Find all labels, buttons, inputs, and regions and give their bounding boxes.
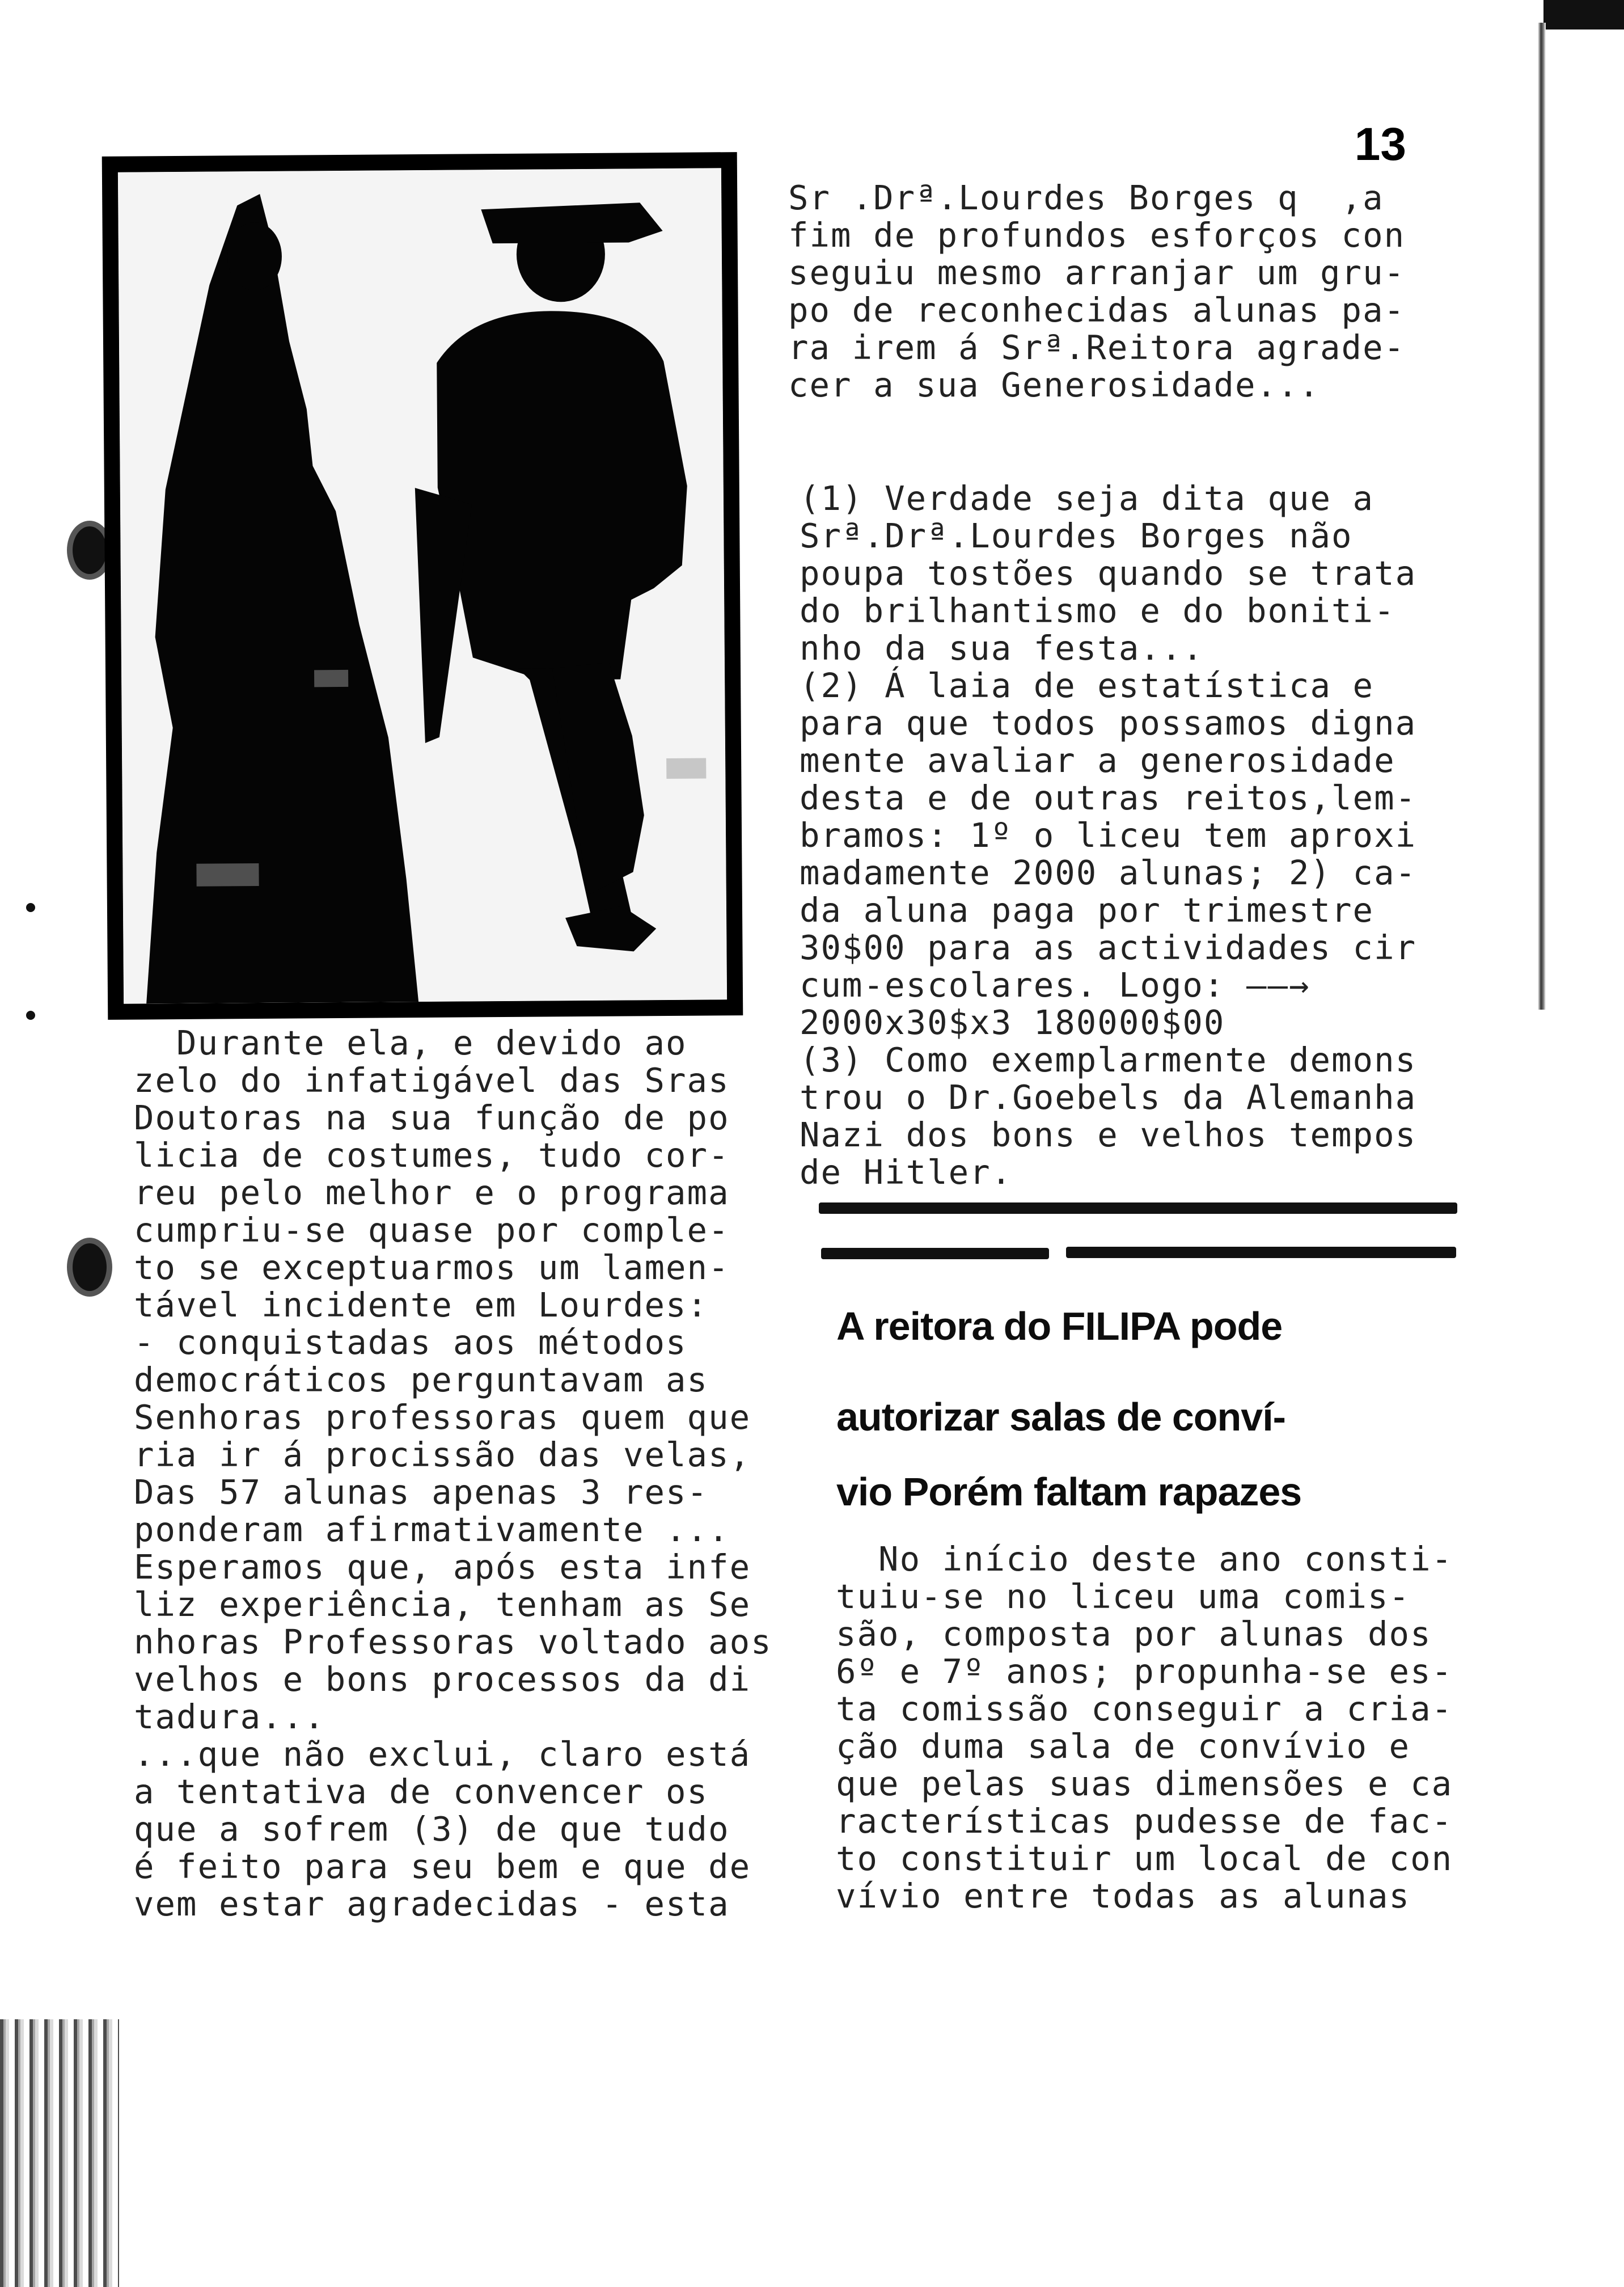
headline-line: vio Porém faltam rapazes <box>836 1470 1302 1514</box>
headline-line: autorizar salas de conví- <box>836 1395 1285 1439</box>
scan-page-edge <box>1538 23 1546 1010</box>
punch-hole-bottom <box>67 1238 112 1297</box>
separator-rule <box>821 1248 1049 1259</box>
separator-rule <box>1066 1247 1456 1258</box>
new-article-body: No início deste ano consti- tuiu-se no liceu uma comis- são, composta por alunas dos 6º e 7º anos; propunha-se es- ta comissão conseguir a cria- ção duma sala de convívio e que pelas suas dimensões e ca racterísticas pudesse de fac- to constituir um local de con vívio entre todas as alunas <box>836 1539 1453 1915</box>
silhouette-figures-image <box>118 168 727 1003</box>
scan-dot <box>26 903 35 912</box>
main-article-body: Durante ela, e devido ao zelo do infatigável das Sras Doutoras na sua função de po licia de costumes, tudo cor- reu pelo melhor e o programa cumpriu-se quase por comple- to se exceptuarmos um lamen- tável incidente em Lourdes: - conquistadas aos métodos democráticos perguntavam as Senhoras professoras quem que ria ir á procissão das velas, Das 57 alunas apenas 3 res- ponderam afirmativamente ... Esperamos que, após esta infe liz experiência, tenham as Se nhoras Professoras voltado aos velhos e bons processos da di tadura... ...que não exclui, claro está a tentativa de convencer os que a sofrem (3) de que tudo é feito para seu bem e que de vem estar agradecidas - esta <box>134 1023 772 1923</box>
footnotes: (1) Verdade seja dita que a Srª.Drª.Lourdes Borges não poupa tostões quando se trata do brilhantismo e do boniti- nho da sua festa... (2) Á laia de estatística e para que todos possamos digna mente avaliar a generosidade desta e de outras reitos,lem- bramos: 1º o liceu tem aproxi madamente 2000 alunas; 2) ca- da aluna paga por trimestre 30$00 para as actividades cir cum-escolares. Logo: ——→ 2000x30$x3 180000$00 (3) Como exemplarmente demons trou o Dr.Goebels da Alemanha Nazi dos bons e velhos tempos de Hitler. <box>800 479 1417 1192</box>
photo <box>102 152 743 1020</box>
separator-rule <box>819 1202 1457 1214</box>
intro-paragraph: Sr .Drª.Lourdes Borges q ,a fim de profundos esforços con seguiu mesmo arranjar um gru- po de reconhecidas alunas pa- ra irem á Srª.Reitora agrade- cer a sua Generosidade... <box>788 178 1406 404</box>
page-number: 13 <box>1354 119 1406 170</box>
scan-shadow <box>0 2019 119 2287</box>
scan-dot <box>26 1011 35 1020</box>
headline-line: A reitora do FILIPA pode <box>836 1304 1283 1348</box>
scan-edge-bar <box>1543 0 1624 29</box>
